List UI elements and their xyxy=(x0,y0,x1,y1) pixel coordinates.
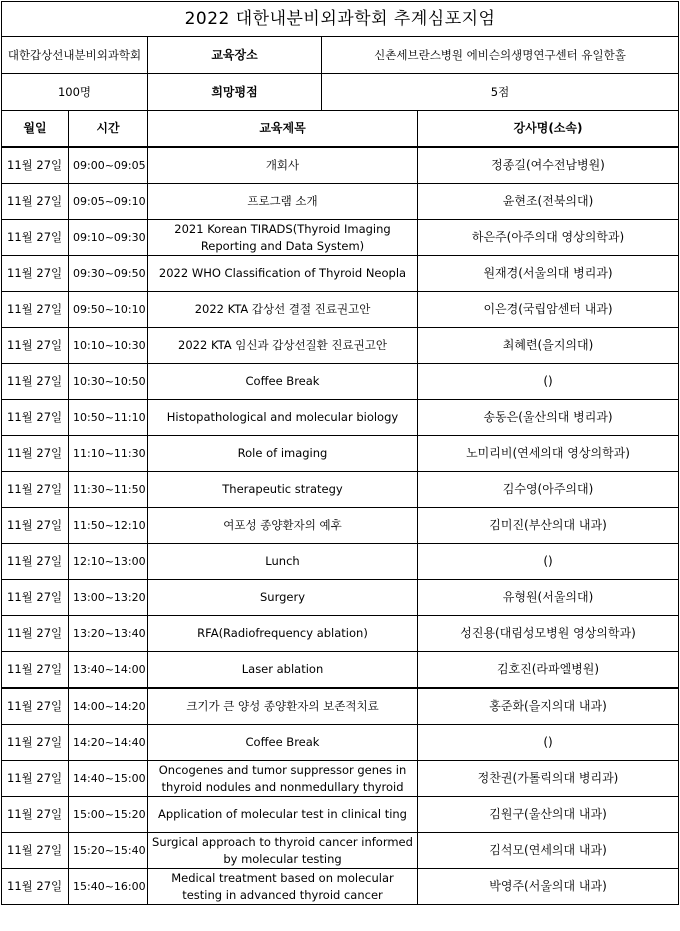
topic-cell: 2022 WHO Classification of Thyroid Neopla xyxy=(148,256,418,292)
topic-cell: Lunch xyxy=(148,544,418,580)
table-row xyxy=(2,184,679,220)
table-row xyxy=(2,688,679,725)
table-row xyxy=(2,220,679,256)
time-cell: 14:20~14:40 xyxy=(69,725,148,761)
date-cell: 11월 27일 xyxy=(2,797,69,833)
organizer-cell: 대한갑상선내분비외과학회 xyxy=(2,37,148,74)
table-row xyxy=(2,544,679,580)
table-row xyxy=(2,580,679,616)
topic-cell: Surgical approach to thyroid cancer informed by molecular testing xyxy=(148,833,418,869)
header-topic: 교육제목 xyxy=(148,111,418,148)
table-row xyxy=(2,508,679,544)
speaker-cell: () xyxy=(418,364,679,400)
table-row xyxy=(2,616,679,652)
date-cell: 11월 27일 xyxy=(2,292,69,328)
time-cell: 15:40~16:00 xyxy=(69,869,148,905)
table-row xyxy=(2,147,679,184)
table-row xyxy=(2,436,679,472)
speaker-cell: 하은주(아주의대 영상의학과) xyxy=(418,220,679,256)
page-title: 2022 대한내분비외과학회 추계심포지엄 xyxy=(2,2,679,37)
time-cell: 15:20~15:40 xyxy=(69,833,148,869)
speaker-cell: 김미진(부산의대 내과) xyxy=(418,508,679,544)
topic-cell: 여포성 종양환자의 예후 xyxy=(148,508,418,544)
date-cell: 11월 27일 xyxy=(2,688,69,725)
date-cell: 11월 27일 xyxy=(2,328,69,364)
date-cell: 11월 27일 xyxy=(2,400,69,436)
topic-cell: 개회사 xyxy=(148,147,418,184)
capacity-cell: 100명 xyxy=(2,74,148,111)
topic-cell: Therapeutic strategy xyxy=(148,472,418,508)
speaker-cell: 김석모(연세의대 내과) xyxy=(418,833,679,869)
score-label: 희망평점 xyxy=(148,74,322,111)
location-value: 신촌세브란스병원 에비슨의생명연구센터 유일한홀 xyxy=(322,37,679,74)
speaker-cell: 김원구(울산의대 내과) xyxy=(418,797,679,833)
topic-cell: Role of imaging xyxy=(148,436,418,472)
speaker-cell: () xyxy=(418,544,679,580)
speaker-cell: 김호진(라파엘병원) xyxy=(418,652,679,689)
schedule-table xyxy=(1,1,679,905)
speaker-cell: 윤현조(전북의대) xyxy=(418,184,679,220)
table-row xyxy=(2,472,679,508)
speaker-cell: 유형원(서울의대) xyxy=(418,580,679,616)
speaker-cell: 김수영(아주의대) xyxy=(418,472,679,508)
score-value: 5점 xyxy=(322,74,679,111)
time-cell: 14:00~14:20 xyxy=(69,688,148,725)
header-date: 월일 xyxy=(2,111,69,148)
speaker-cell: 원재경(서울의대 병리과) xyxy=(418,256,679,292)
speaker-cell: 노미리비(연세의대 영상의학과) xyxy=(418,436,679,472)
topic-cell: 2022 KTA 갑상선 결절 진료권고안 xyxy=(148,292,418,328)
schedule-sheet xyxy=(1,1,678,905)
speaker-cell: 최혜련(을지의대) xyxy=(418,328,679,364)
date-cell: 11월 27일 xyxy=(2,725,69,761)
time-cell: 09:10~09:30 xyxy=(69,220,148,256)
time-cell: 15:00~15:20 xyxy=(69,797,148,833)
table-row xyxy=(2,292,679,328)
table-row xyxy=(2,797,679,833)
table-row xyxy=(2,256,679,292)
topic-cell: 2022 KTA 임신과 갑상선질환 진료권고안 xyxy=(148,328,418,364)
date-cell: 11월 27일 xyxy=(2,580,69,616)
time-cell: 11:10~11:30 xyxy=(69,436,148,472)
speaker-cell: 홍준화(을지의대 내과) xyxy=(418,688,679,725)
date-cell: 11월 27일 xyxy=(2,508,69,544)
location-label: 교육장소 xyxy=(148,37,322,74)
speaker-cell: 성진용(대림성모병원 영상의학과) xyxy=(418,616,679,652)
date-cell: 11월 27일 xyxy=(2,256,69,292)
time-cell: 14:40~15:00 xyxy=(69,761,148,797)
topic-cell: Medical treatment based on molecular testing in advanced thyroid cancer xyxy=(148,869,418,905)
date-cell: 11월 27일 xyxy=(2,472,69,508)
topic-cell: Coffee Break xyxy=(148,364,418,400)
topic-cell: 프로그램 소개 xyxy=(148,184,418,220)
table-row xyxy=(2,652,679,689)
table-row xyxy=(2,869,679,905)
table-row xyxy=(2,328,679,364)
time-cell: 10:30~10:50 xyxy=(69,364,148,400)
date-cell: 11월 27일 xyxy=(2,761,69,797)
table-row xyxy=(2,833,679,869)
date-cell: 11월 27일 xyxy=(2,436,69,472)
time-cell: 13:20~13:40 xyxy=(69,616,148,652)
speaker-cell: 송동은(울산의대 병리과) xyxy=(418,400,679,436)
topic-cell: Laser ablation xyxy=(148,652,418,689)
table-row xyxy=(2,725,679,761)
time-cell: 11:50~12:10 xyxy=(69,508,148,544)
time-cell: 09:05~09:10 xyxy=(69,184,148,220)
topic-cell: Application of molecular test in clinical ting xyxy=(148,797,418,833)
table-row xyxy=(2,400,679,436)
time-cell: 13:40~14:00 xyxy=(69,652,148,689)
topic-cell: Coffee Break xyxy=(148,725,418,761)
time-cell: 13:00~13:20 xyxy=(69,580,148,616)
speaker-cell: 정찬권(가톨릭의대 병리과) xyxy=(418,761,679,797)
date-cell: 11월 27일 xyxy=(2,869,69,905)
time-cell: 10:50~11:10 xyxy=(69,400,148,436)
date-cell: 11월 27일 xyxy=(2,364,69,400)
time-cell: 12:10~13:00 xyxy=(69,544,148,580)
date-cell: 11월 27일 xyxy=(2,652,69,689)
topic-cell: Surgery xyxy=(148,580,418,616)
speaker-cell: 이은경(국립암센터 내과) xyxy=(418,292,679,328)
table-row xyxy=(2,761,679,797)
time-cell: 09:50~10:10 xyxy=(69,292,148,328)
time-cell: 10:10~10:30 xyxy=(69,328,148,364)
topic-cell: Histopathological and molecular biology xyxy=(148,400,418,436)
topic-cell: Oncogenes and tumor suppressor genes in thyroid nodules and nonmedullary thyroid xyxy=(148,761,418,797)
header-speaker: 강사명(소속) xyxy=(418,111,679,148)
date-cell: 11월 27일 xyxy=(2,184,69,220)
date-cell: 11월 27일 xyxy=(2,833,69,869)
table-row xyxy=(2,364,679,400)
time-cell: 11:30~11:50 xyxy=(69,472,148,508)
date-cell: 11월 27일 xyxy=(2,147,69,184)
header-time: 시간 xyxy=(69,111,148,148)
time-cell: 09:30~09:50 xyxy=(69,256,148,292)
date-cell: 11월 27일 xyxy=(2,220,69,256)
date-cell: 11월 27일 xyxy=(2,544,69,580)
speaker-cell: 박영주(서울의대 내과) xyxy=(418,869,679,905)
topic-cell: RFA(Radiofrequency ablation) xyxy=(148,616,418,652)
topic-cell: 크기가 큰 양성 종양환자의 보존적치료 xyxy=(148,688,418,725)
speaker-cell: () xyxy=(418,725,679,761)
topic-cell: 2021 Korean TIRADS(Thyroid Imaging Reporting and Data System) xyxy=(148,220,418,256)
speaker-cell: 정종길(여수전남병원) xyxy=(418,147,679,184)
time-cell: 09:00~09:05 xyxy=(69,147,148,184)
date-cell: 11월 27일 xyxy=(2,616,69,652)
